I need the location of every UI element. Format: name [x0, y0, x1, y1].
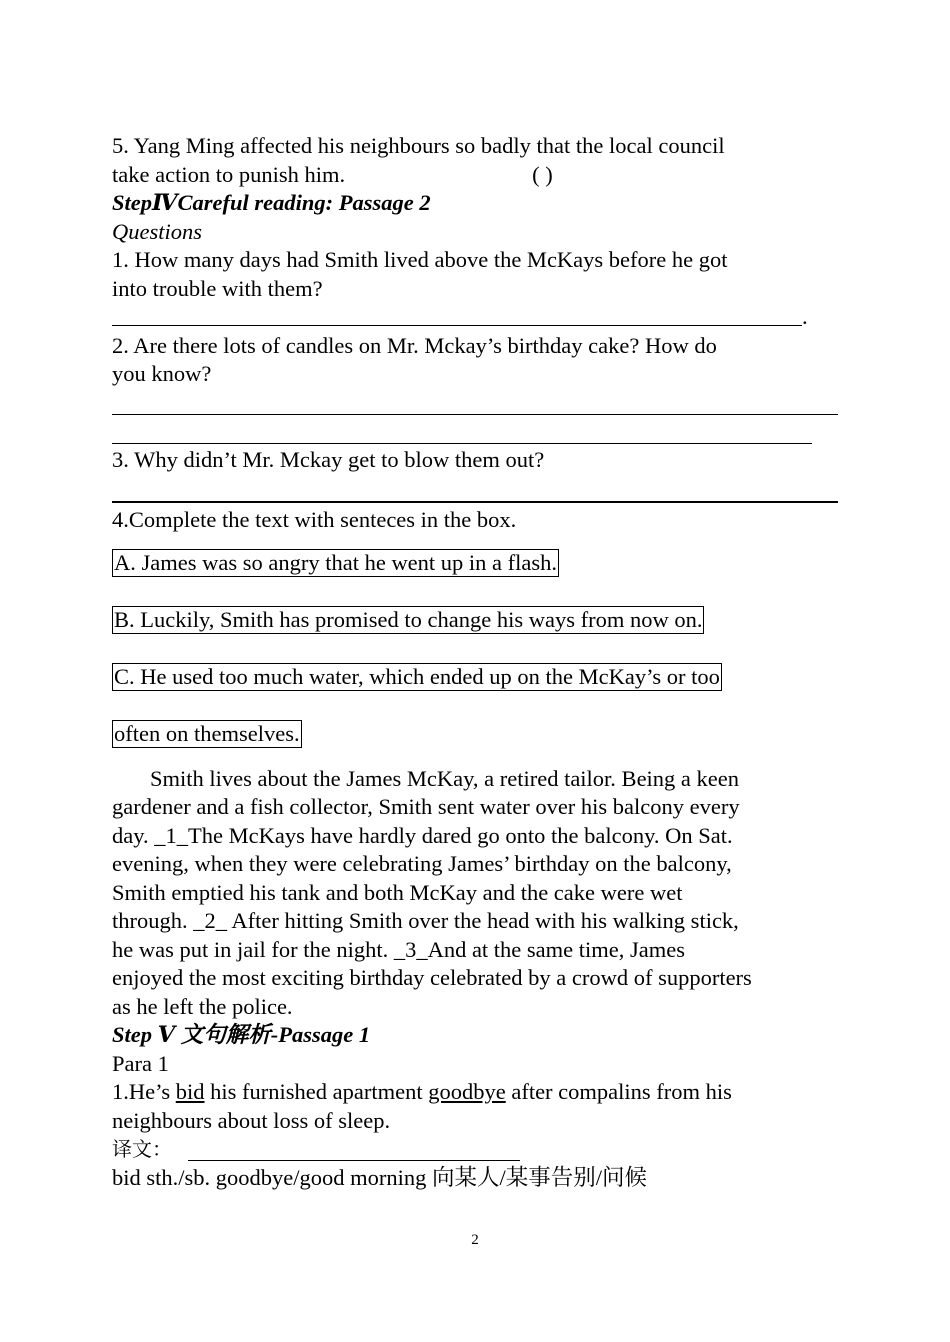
q2-answer-line-2[interactable] [112, 417, 840, 446]
q5-line1: 5. Yang Ming affected his neighbours so badly that the local council [112, 133, 725, 158]
s1-start: 1.He’s [112, 1079, 176, 1104]
option-a-row [112, 535, 840, 592]
passage-line: as he left the police. [112, 993, 293, 1019]
page-number: 2 [471, 1232, 479, 1248]
passage-line: he was put in jail for the night. _3_And at the same time, James [112, 936, 686, 962]
q1-period: . [802, 304, 808, 329]
para-label: Para 1 [112, 1050, 169, 1076]
sentence-1 [112, 1078, 840, 1107]
option-c-row [112, 649, 840, 706]
word-goodbye: goodbye [428, 1079, 506, 1104]
step5-heading: Step Ⅴ 文句解析-Passage 1 [112, 1022, 371, 1047]
questions-label: Questions [112, 218, 202, 244]
sentence-1-line2: neighbours about loss of sleep. [112, 1107, 391, 1133]
q1-line1: 1. How many days had Smith lived above the McKays before he got [112, 247, 728, 272]
document-page [112, 132, 840, 1192]
passage-line: evening, when they were celebrating James’ birthday on the balcony, [112, 851, 732, 876]
translation-row [112, 1135, 840, 1164]
translation-blank[interactable] [188, 1160, 520, 1161]
translation-label: 译文： [112, 1137, 172, 1161]
q2-answer-line-1[interactable] [112, 389, 840, 418]
q5-text: take action to punish him. [112, 161, 346, 187]
s1-end: after compalins from his [505, 1079, 732, 1104]
passage-line: Smith emptied his tank and both McKay and the cake were wet [112, 879, 683, 905]
word-bid: bid [175, 1079, 205, 1104]
option-c-cont: often on themselves. [114, 721, 300, 746]
option-b-row [112, 592, 840, 649]
q4-text: 4.Complete the text with senteces in the box. [112, 507, 517, 532]
passage-line: day. _1_The McKays have hardly dared go onto the balcony. On Sat. [112, 822, 733, 848]
q1-answer-line[interactable] [112, 303, 840, 332]
phrase-note: bid sth./sb. goodbye/good morning 向某人/某事告别/问候 [112, 1164, 648, 1190]
q2-line1: 2. Are there lots of candles on Mr. Mckay’s birthday cake? How do [112, 332, 717, 358]
passage-line: through. _2_ After hitting Smith over the head with his walking stick, [112, 908, 739, 933]
q3-answer-line[interactable] [112, 474, 840, 506]
q5-answer-bracket[interactable]: ( ) [532, 161, 553, 187]
option-c-cont-row [112, 706, 840, 763]
q5-line2 [112, 161, 840, 190]
q2-line2: you know? [112, 361, 212, 386]
passage-line: enjoyed the most exciting birthday celebrated by a crowd of supporters [112, 965, 752, 990]
q3-text: 3. Why didn’t Mr. Mckay get to blow them out? [112, 446, 545, 472]
s1-mid: his furnished apartment [204, 1079, 429, 1104]
passage-line: gardener and a fish collector, Smith sent water over his balcony every [112, 794, 740, 819]
q1-line2: into trouble with them? [112, 275, 323, 301]
passage-paragraph [112, 765, 840, 1022]
option-b: B. Luckily, Smith has promised to change his ways from now on. [114, 607, 703, 632]
option-c: C. He used too much water, which ended up on the McKay’s or too [114, 664, 720, 689]
option-a: A. James was so angry that he went up in a flash. [114, 550, 558, 575]
step4-heading: StepⅣCareful reading: Passage 2 [112, 190, 431, 215]
passage-line: Smith lives about the James McKay, a retired tailor. Being a keen [150, 765, 740, 791]
